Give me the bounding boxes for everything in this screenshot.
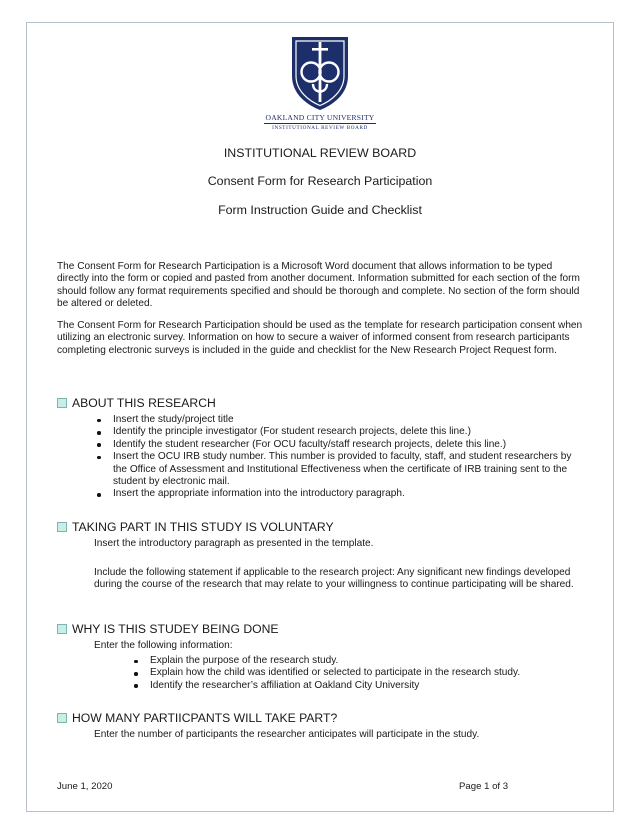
about-research-list — [94, 414, 588, 501]
footer-page-number: Page 1 of 3 — [459, 781, 509, 792]
checklist-checkbox[interactable] — [57, 522, 67, 532]
section-about-this-research — [57, 396, 216, 410]
section-heading: HOW MANY PARTIICPANTS WILL TAKE PART? — [72, 711, 338, 725]
logo-divider — [264, 123, 376, 124]
checklist-checkbox[interactable] — [57, 713, 67, 723]
list-item: Explain the purpose of the research study. — [131, 655, 586, 667]
why-study-instruction: Enter the following information: — [94, 640, 233, 651]
section-how-many-participants — [57, 711, 337, 725]
section-taking-part-voluntary — [57, 520, 334, 534]
list-item: Insert the appropriate information into the introductory paragraph. — [94, 488, 588, 500]
form-name: Consent Form for Research Participation — [207, 174, 433, 188]
why-study-list — [131, 655, 586, 692]
voluntary-instruction-1: Insert the introductory paragraph as presented in the template. — [94, 538, 374, 549]
footer-date: June 1, 2020 — [57, 781, 113, 792]
page-title: INSTITUTIONAL REVIEW BOARD — [223, 146, 417, 160]
list-item: Identify the researcher’s affiliation at Oakland City University — [131, 680, 586, 692]
checklist-checkbox[interactable] — [57, 624, 67, 634]
section-heading: WHY IS THIS STUDEY BEING DONE — [72, 622, 279, 636]
logo-subtitle: INSTITUTIONAL REVIEW BOARD — [272, 125, 368, 131]
intro-paragraph-2: The Consent Form for Research Participation should be used as the template for research participation consent when utilizing an electronic survey. Information on how to secure a waiver of informed consent from research participants completing electronic surveys is included in the guide and checklist for the New Research Project Request form. — [57, 320, 583, 356]
participants-instruction: Enter the number of participants the researcher anticipates will participate in the study. — [94, 729, 480, 740]
university-logo — [262, 34, 378, 134]
section-heading: ABOUT THIS RESEARCH — [72, 396, 216, 410]
section-why-study-done — [57, 622, 279, 636]
list-item: Identify the student researcher (For OCU faculty/staff research projects, delete this line.) — [94, 439, 588, 451]
list-item: Insert the study/project title — [94, 414, 588, 426]
list-item: Explain how the child was identified or selected to participate in the research study. — [131, 667, 586, 679]
section-heading: TAKING PART IN THIS STUDY IS VOLUNTARY — [72, 520, 334, 534]
list-item: Identify the principle investigator (For student research projects, delete this line.) — [94, 426, 588, 438]
university-shield-icon — [289, 34, 351, 112]
logo-university-name: OAKLAND CITY UNIVERSITY — [265, 113, 375, 122]
checklist-checkbox[interactable] — [57, 398, 67, 408]
intro-paragraph-1: The Consent Form for Research Participation is a Microsoft Word document that allows information to be typed directly into the form or copied and pasted from another document. Information submitted for each section of the form should follow any format requirements specified and should be thorough and complete. No section of the form should be altered or deleted. — [57, 261, 580, 310]
list-item: Insert the OCU IRB study number. This number is provided to faculty, staff, and student researchers by the Office of Assessment and Institutional Effectiveness when the certificate of IRB training sent to the student by electronic mail. — [94, 451, 588, 488]
guide-name: Form Instruction Guide and Checklist — [218, 203, 422, 217]
voluntary-instruction-2: Include the following statement if applicable to the research project: Any significant new findings developed during the course of the research that may relate to your willingness to continue participating will be shared. — [94, 567, 574, 591]
